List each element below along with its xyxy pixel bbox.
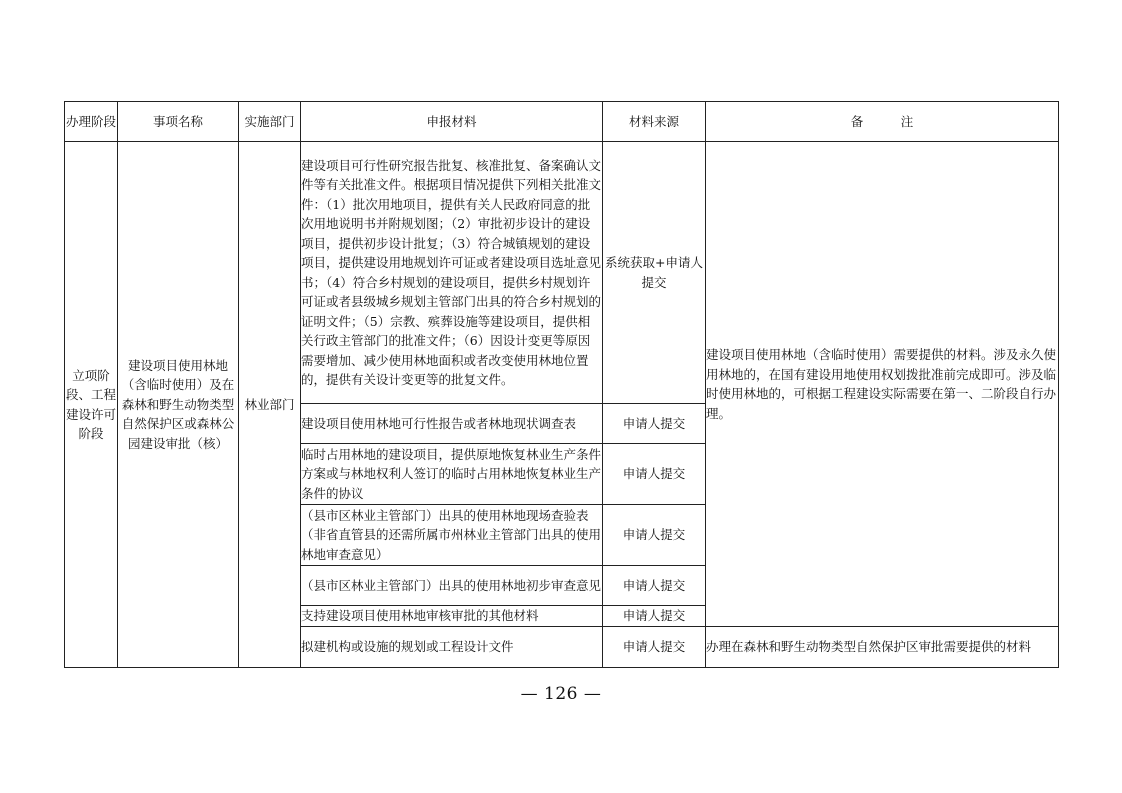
material-cell: （县市区林业主管部门）出具的使用林地初步审查意见: [301, 566, 603, 606]
remark-cell: 办理在森林和野生动物类型自然保护区审批需要提供的材料: [706, 627, 1059, 668]
source-cell: 申请人提交: [603, 627, 706, 668]
stage-cell: 立项阶段、工程建设许可阶段: [65, 142, 118, 668]
header-dept: 实施部门: [239, 102, 301, 142]
source-cell: 申请人提交: [603, 404, 706, 444]
department-cell: 林业部门: [239, 142, 301, 668]
material-cell: 拟建机构或设施的规划或工程设计文件: [301, 627, 603, 668]
source-cell: 申请人提交: [603, 606, 706, 627]
material-cell: 临时占用林地的建设项目，提供原地恢复林业生产条件方案或与林地权利人签订的临时占用林地恢复林业生产条件的协议: [301, 444, 603, 505]
material-cell: 建设项目可行性研究报告批复、核准批复、备案确认文件等有关批准文件。根据项目情况提供下列相关批准文件：（1）批次用地项目，提供有关人民政府同意的批次用地说明书并附规划图；（2）审批初步设计的建设项目，提供初步设计批复；（3）符合城镇规划的建设项目，提供建设用地规划许可证或者建设项目选址意见书；（4）符合乡村规划的建设项目，提供乡村规划许可证或者县级城乡规划主管部门出具的符合乡村规划的证明文件；（5）宗教、殡葬设施等建设项目，提供相关行政主管部门的批准文件；（6）因设计变更等原因需要增加、减少使用林地面积或者改变使用林地位置的，提供有关设计变更等的批复文件。: [301, 142, 603, 404]
remark-cell: 建设项目使用林地（含临时使用）需要提供的材料。涉及永久使用林地的，在国有建设用地使用权划拨批准前完成即可。涉及临时使用林地的，可根据工程建设实际需要在第一、二阶段自行办理。: [706, 142, 1059, 627]
table-header-row: [65, 102, 1059, 142]
source-cell: 申请人提交: [603, 505, 706, 566]
header-item: 事项名称: [118, 102, 239, 142]
material-cell: （县市区林业主管部门）出具的使用林地现场查验表（非省直管县的还需所属市州林业主管部门出具的使用林地审查意见）: [301, 505, 603, 566]
page-number: — 126 —: [520, 684, 602, 704]
header-source: 材料来源: [603, 102, 706, 142]
header-stage: 办理阶段: [65, 102, 118, 142]
item-name-cell: 建设项目使用林地（含临时使用）及在森林和野生动物类型自然保护区或森林公园建设审批（核）: [118, 142, 239, 668]
table-row: [65, 142, 1059, 404]
source-cell: 申请人提交: [603, 566, 706, 606]
material-cell: 建设项目使用林地可行性报告或者林地现状调查表: [301, 404, 603, 444]
source-cell: 系统获取+申请人提交: [603, 142, 706, 404]
material-cell: 支持建设项目使用林地审核审批的其他材料: [301, 606, 603, 627]
header-remark: 备 注: [706, 102, 1059, 142]
header-materials: 申报材料: [301, 102, 603, 142]
materials-table: [64, 101, 1059, 668]
source-cell: 申请人提交: [603, 444, 706, 505]
